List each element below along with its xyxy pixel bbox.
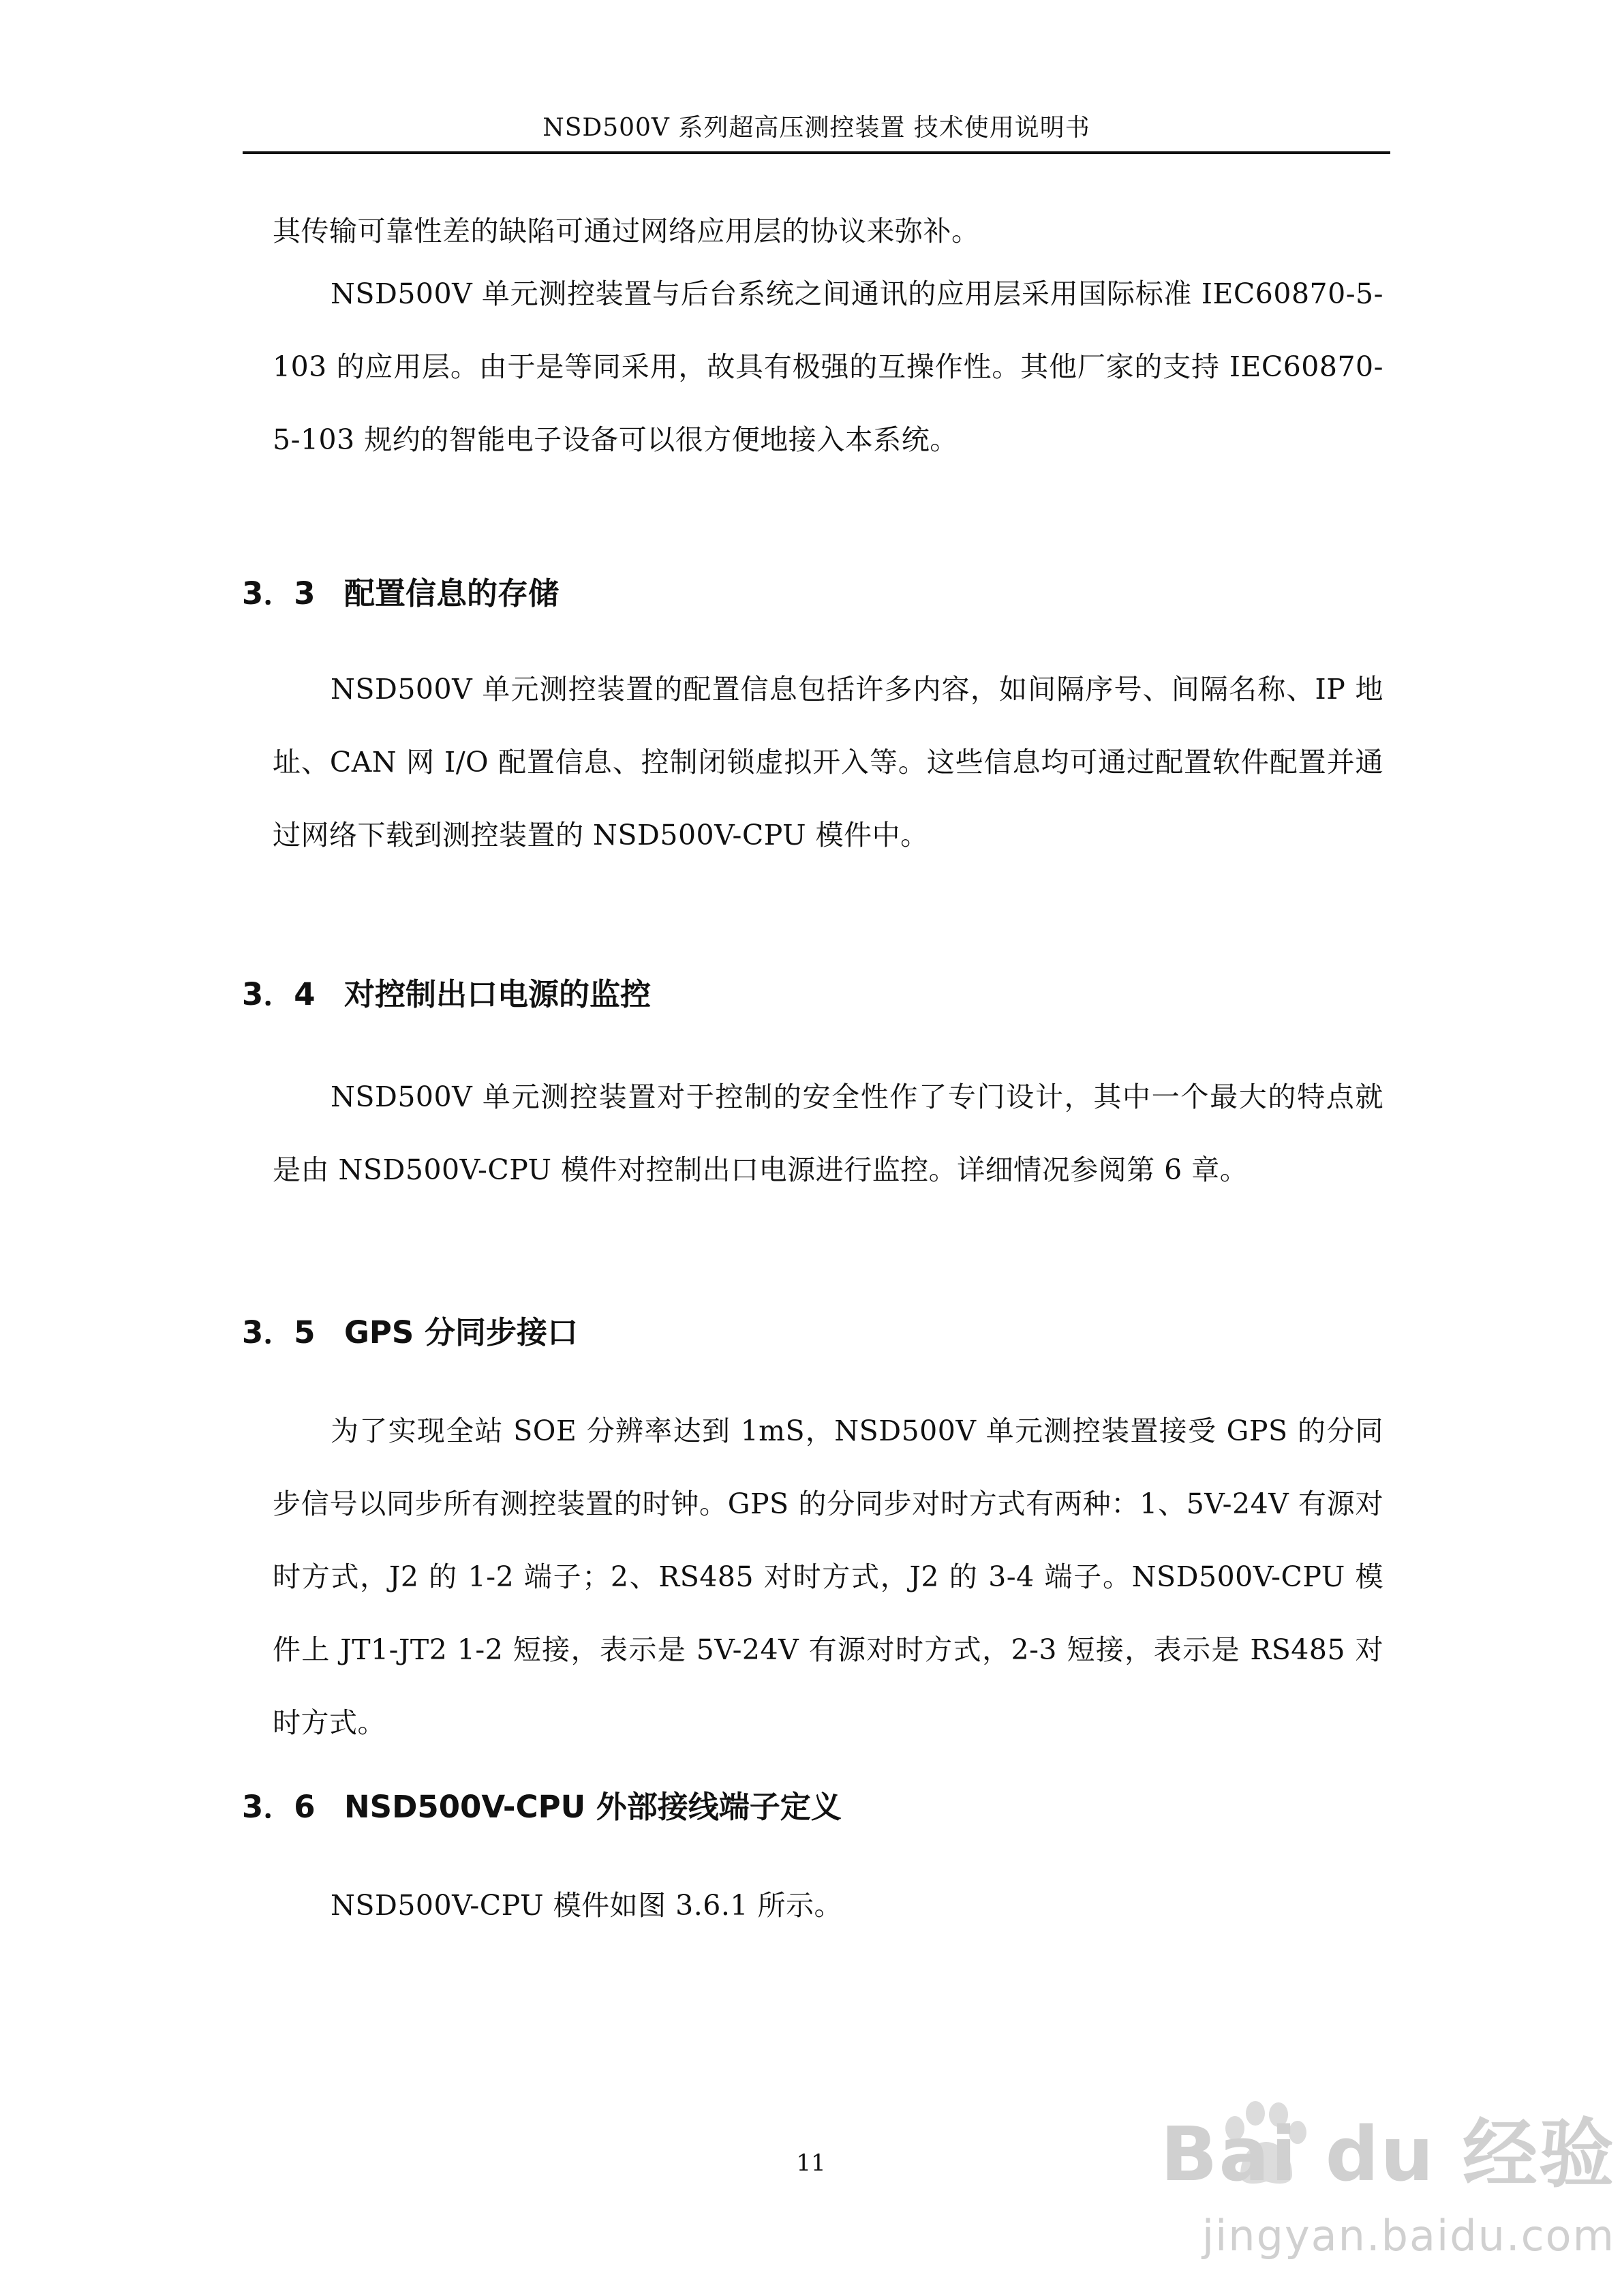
section-title: 对控制出口电源的监控 — [344, 976, 652, 1012]
paragraph-iec-standard: NSD500V 单元测控装置与后台系统之间通讯的应用层采用国际标准 IEC60870-5-103 的应用层。由于是等同采用，故具有极强的互操作性。其他厂家的支持 IEC60870-5-103 规约的智能电子设备可以很方便地接入本系统。 — [273, 277, 1383, 456]
section-number: 3．6 — [242, 1789, 316, 1825]
watermark-logo-text: Bai du 经验 — [1160, 2111, 1615, 2198]
watermark-site-url: jingyan.baidu.com — [1202, 2211, 1615, 2261]
page-header-title: NSD500V 系列超高压测控装置 技术使用说明书 — [542, 114, 1090, 142]
paragraph-config-storage: NSD500V 单元测控装置的配置信息包括许多内容，如间隔序号、间隔名称、IP 地址、CAN 网 I/O 配置信息、控制闭锁虚拟开入等。这些信息均可通过配置软件配置并通过网络下载到测控装置的 NSD500V-CPU 模件中。 — [273, 673, 1383, 851]
section-heading-3-6 — [242, 1783, 842, 1831]
baidu-jingyan-watermark — [1145, 2072, 1615, 2291]
paragraph-protocol-note: 其传输可靠性差的缺陷可通过网络应用层的协议来弥补。 — [273, 215, 980, 247]
section-heading-3-4 — [242, 971, 651, 1018]
header-divider — [243, 151, 1390, 154]
paragraph-cpu-figure-ref: NSD500V-CPU 模件如图 3.6.1 所示。 — [331, 1889, 842, 1922]
section-heading-3-5 — [242, 1309, 578, 1357]
section-heading-3-3 — [242, 570, 559, 618]
section-number: 3．5 — [242, 1314, 316, 1350]
section-number: 3．4 — [242, 976, 316, 1012]
paragraph-gps-sync: 为了实现全站 SOE 分辨率达到 1mS，NSD500V 单元测控装置接受 GPS 的分同步信号以同步所有测控装置的时钟。GPS 的分同步对时方式有两种：1、5V-24V 有源对时方式，J2 的 1-2 端子；2、RS485 对时方式，J2 的 3-4 端子。NSD500V-CPU 模件上 JT1-JT2 1-2 短接，表示是 5V-24V 有源对时方式，2-3 短接，表示是 RS485 对时方式。 — [273, 1415, 1383, 1739]
section-title: GPS 分同步接口 — [344, 1314, 578, 1350]
section-number: 3．3 — [242, 575, 316, 611]
section-title: 配置信息的存储 — [344, 575, 560, 611]
paragraph-power-monitoring: NSD500V 单元测控装置对于控制的安全性作了专门设计，其中一个最大的特点就是由 NSD500V-CPU 模件对控制出口电源进行监控。详细情况参阅第 6 章。 — [273, 1081, 1383, 1186]
page-number: 11 — [796, 2149, 826, 2177]
section-title: NSD500V-CPU 外部接线端子定义 — [344, 1789, 842, 1825]
